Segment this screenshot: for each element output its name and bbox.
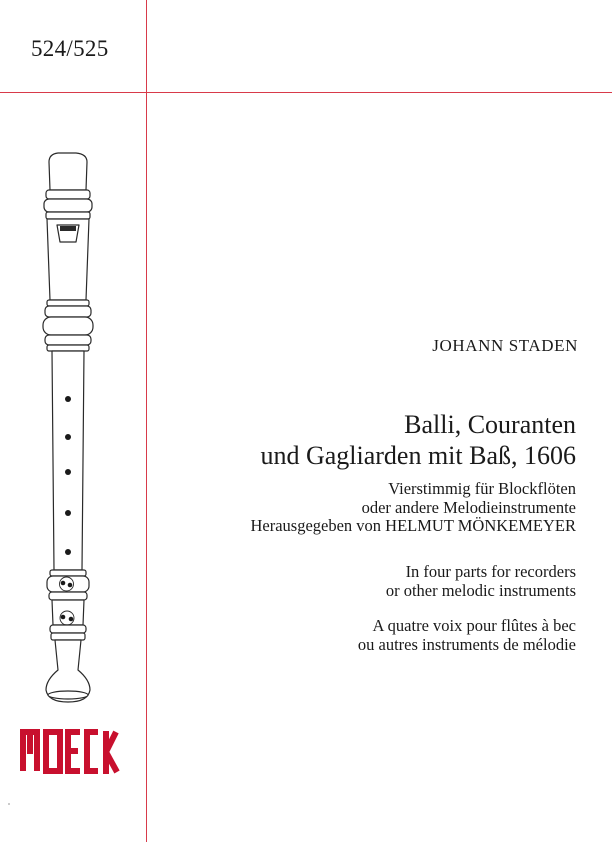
composer-name: JOHANN STADEN	[432, 336, 578, 355]
catalog-number: 524/525	[31, 36, 109, 61]
english-description	[386, 563, 576, 600]
moeck-logo	[18, 728, 122, 774]
french-line-2: ou autres instruments de mélodie	[357, 634, 576, 654]
french-line-1: A quatre voix pour flûtes à bec	[372, 616, 576, 635]
corner-mark	[8, 803, 10, 805]
title-line-2: und Gagliarden mit Baß, 1606	[260, 441, 576, 470]
title-line-1: Balli, Couranten	[404, 410, 576, 439]
english-line-1: In four parts for recorders	[405, 562, 576, 581]
german-line-1: Vierstimmig für Blockflöten	[388, 479, 576, 498]
work-title	[260, 409, 576, 471]
german-line-2: oder andere Melodieinstrumente	[361, 497, 576, 517]
english-line-2: or other melodic instruments	[385, 580, 576, 600]
german-description	[250, 480, 576, 536]
recorder-icon	[38, 150, 98, 712]
french-description	[358, 617, 576, 654]
german-line-3: Herausgegeben von HELMUT MÖNKEMEYER	[250, 516, 576, 535]
horizontal-rule	[0, 92, 612, 93]
vertical-rule	[146, 0, 147, 842]
